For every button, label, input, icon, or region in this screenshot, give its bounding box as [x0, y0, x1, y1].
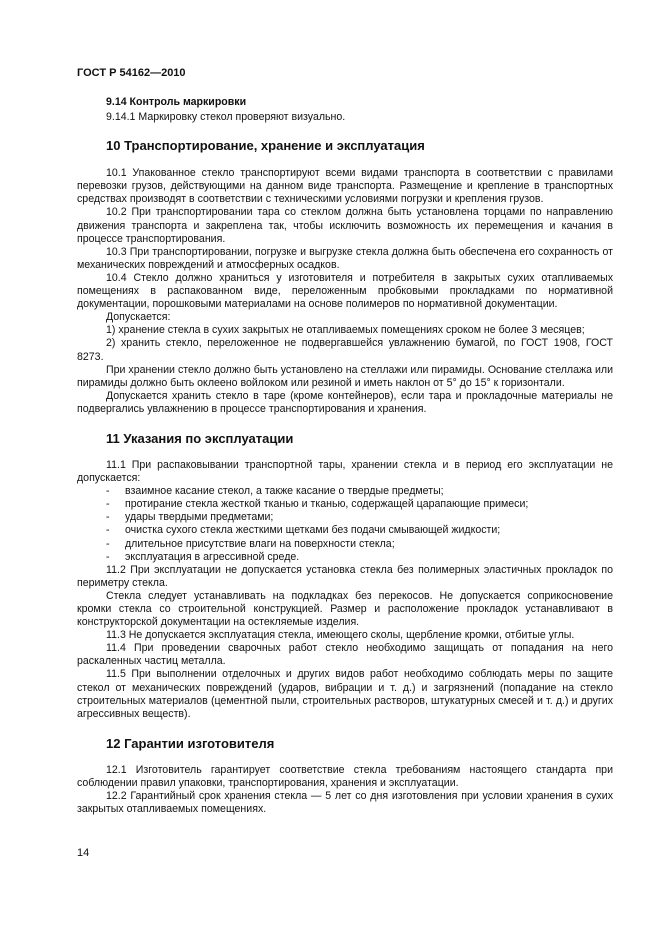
list-item-text: взаимное касание стекол, а также касание о твердые предметы;: [125, 485, 444, 498]
list-item-text: эксплуатация в агрессивной среде.: [125, 550, 300, 563]
paragraph-10-container: Допускается хранить стекло в таре (кроме контейнеров), если тара и прокладочные материалы не подвергались увлажнению в процессе транспортирования и хранения.: [77, 389, 613, 415]
paragraph-12-1: 12.1 Изготовитель гарантирует соответствие стекла требованиям настоящего стандарта при соблюдении правил упаковки, транспортирования, хранения и эксплуатации.: [77, 763, 613, 789]
paragraph-11-4: 11.4 При проведении сварочных работ стекло необходимо защищать от попадания на него раскаленных частиц металла.: [77, 642, 613, 668]
paragraph-11-3: 11.3 Не допускается эксплуатация стекла, имеющего сколы, щербление кромки, отбитые углы.: [106, 629, 575, 642]
section-title-11: 11 Указания по эксплуатации: [106, 430, 294, 446]
paragraph-10-3: 10.3 При транспортировании, погрузке и выгрузке стекла должна быть обеспечена его сохранность от механических повреждений и атмосферных осадков.: [77, 245, 613, 271]
paragraph-11-5: 11.5 При выполнении отделочных и других видов работ необходимо соблюдать меры по защите стекол от механических повреждений (ударов, вибрации и т. д.) и загрязнений (попадание на стекло строительных материалов (цементной пыли, строительных растворов, штукатурных смесей и т. д.) и других агрессивных веществ).: [77, 668, 613, 720]
list-item-text: длительное присутствие влаги на поверхности стекла;: [125, 537, 395, 550]
list-dash: -: [106, 511, 110, 524]
paragraph-12-2: 12.2 Гарантийный срок хранения стекла — 5 лет со дня изготовления при условии хранения в сухих закрытых отапливаемых помещениях.: [77, 790, 613, 816]
paragraph-10-1: 10.1 Упакованное стекло транспортируют всеми видами транспорта в соответствии с правилами перевозки грузов, действующими на данном виде транспорта. Размещение и крепление в транспортных средствах производят в соответствии с техническими условиями погрузки и крепления грузов.: [77, 167, 613, 206]
paragraph-10-4: 10.4 Стекло должно храниться у изготовителя и потребителя в закрытых сухих отапливаемых помещениях в распакованном виде, переложенным пробковыми прокладками по нормативной документации, порошковыми материалами на основе полимеров по нормативной документации.: [77, 271, 613, 311]
list-item-text: очистка сухого стекла жесткими щетками без подачи смывающей жидкости;: [125, 524, 501, 537]
list-item: [77, 524, 613, 537]
list-dash: -: [106, 498, 110, 511]
subsection-title-9-14: 9.14 Контроль маркировки: [106, 96, 247, 108]
list-item-10-2: 2) хранить стекло, переложенное не подвергавшейся увлажнению бумагой, по ГОСТ 1908, ГОСТ 8273.: [77, 337, 613, 363]
paragraph-9-14-1: 9.14.1 Маркировку стекол проверяют визуально.: [106, 111, 346, 124]
list-item: [77, 551, 613, 564]
list-item: [77, 511, 613, 524]
list-item-text: протирание стекла жесткой тканью и тканью, содержащей царапающие примеси;: [125, 498, 529, 511]
list-item: [77, 538, 613, 551]
page-content: [77, 96, 613, 816]
section-title-10: 10 Транспортирование, хранение и эксплуатация: [106, 138, 425, 154]
list-dash: -: [106, 524, 110, 537]
list-dash: -: [106, 485, 110, 498]
document-code: ГОСТ Р 54162—2010: [77, 67, 186, 79]
paragraph-10-racks: При хранении стекло должно быть установлено на стеллажи или пирамиды. Основание стеллажа или пирамиды должно быть оклеено войлоком или резиной и иметь наклон от 5° до 15° к горизонтали.: [77, 363, 613, 389]
list-dash: -: [106, 537, 110, 550]
paragraph-11-2: 11.2 При эксплуатации не допускается установка стекла без полимерных эластичных прокладок по периметру стекла.: [77, 563, 613, 589]
list-item-10-1: 1) хранение стекла в сухих закрытых не отапливаемых помещениях сроком не более 3 месяцев;: [106, 324, 585, 337]
list-item: [77, 485, 613, 498]
paragraph-10-2: 10.2 При транспортировании тара со стеклом должна быть установлена торцами по направлению движения транспорта и закреплена так, чтобы исключить возможность их перемещения и качания в процессе транспортирования.: [77, 206, 613, 245]
list-item: [77, 498, 613, 511]
page-number: 14: [77, 847, 90, 859]
paragraph-11-1: 11.1 При распаковывании транспортной тары, хранении стекла и в период его эксплуатации не допускается:: [77, 458, 613, 485]
list-item-text: удары твердыми предметами;: [125, 511, 274, 524]
paragraph-11-2-mounting: Стекла следует устанавливать на подкладках без перекосов. Не допускается соприкосновение кромки стекла со строительной конструкцией. Размер и расположение прокладок устанавливают в конструкторской документации на остекляемые изделия.: [77, 589, 613, 629]
paragraph-10-allowed: Допускается:: [106, 311, 171, 324]
list-dash: -: [106, 550, 110, 563]
section-title-12: 12 Гарантии изготовителя: [106, 735, 275, 751]
